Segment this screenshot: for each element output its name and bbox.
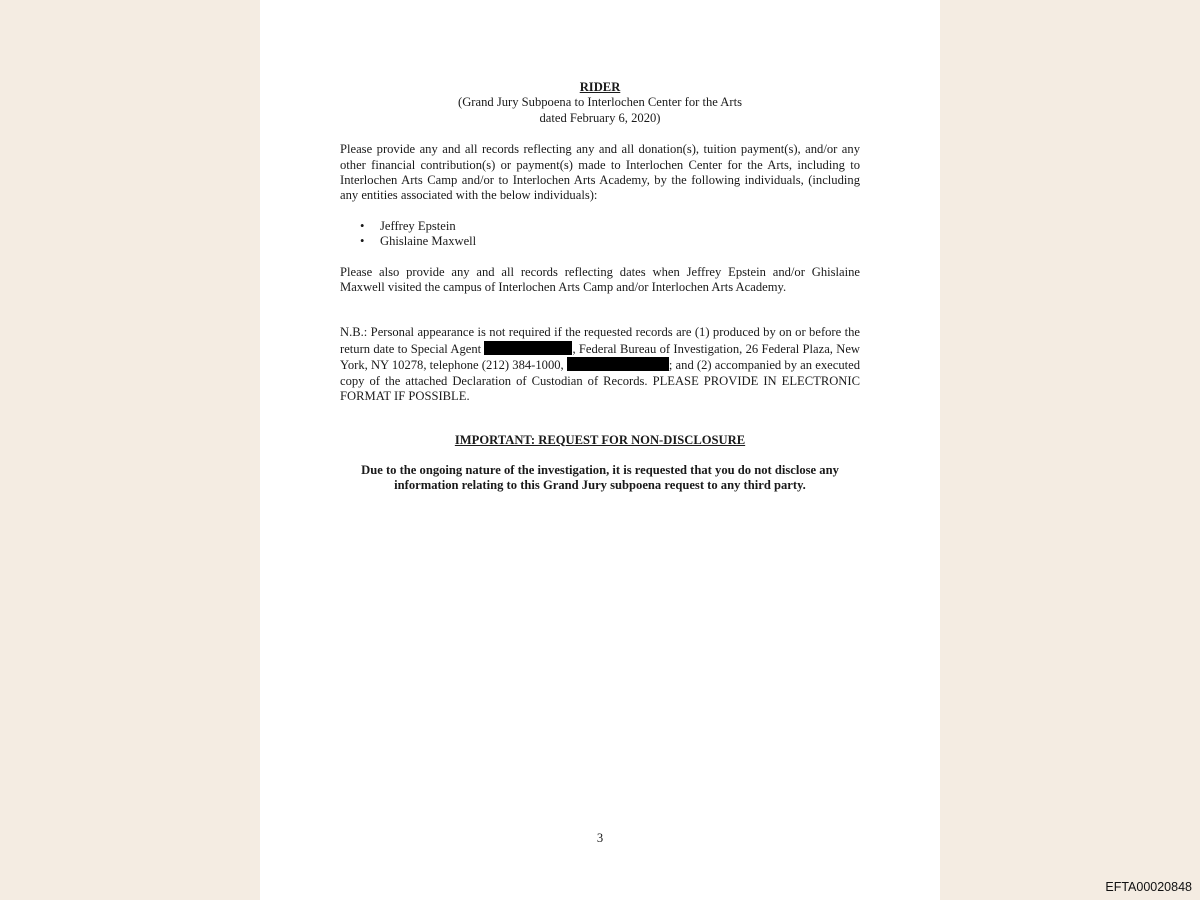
nb-text-part2: , Federal Bureau of Investigation, 26 Federal Plaza, New York, NY 10278, telephone (212) 384-1000,	[340, 341, 861, 373]
non-disclosure-body: Due to the ongoing nature of the investigation, it is requested that you do not disclose any information relating to this Grand Jury subpoena request to any third party.	[361, 462, 839, 493]
individual-name: Ghislaine Maxwell	[380, 234, 477, 249]
list-item	[360, 234, 860, 249]
document-subtitle-line2: dated February 6, 2020)	[539, 110, 661, 125]
bullet-icon: •	[360, 234, 365, 249]
nb-paragraph	[340, 325, 860, 404]
records-request-paragraph: Please provide any and all records reflecting any and all donation(s), tuition payment(s), and/or any other financial contribution(s) or payment(s) made to Interlochen Center for the Arts, including to Interlochen Arts Camp and/or to Interlochen Arts Academy, by the following individuals, (including any entities associated with the below individuals):	[340, 142, 860, 203]
document-title: RIDER	[579, 80, 621, 94]
document-body	[340, 80, 860, 494]
individuals-list	[340, 219, 860, 250]
document-page	[260, 0, 940, 900]
individual-name: Jeffrey Epstein	[380, 218, 456, 233]
page-number: 3	[596, 831, 604, 845]
document-id-stamp: EFTA00020848	[1105, 880, 1192, 894]
visit-records-paragraph: Please also provide any and all records reflecting dates when Jeffrey Epstein and/or Ghislaine Maxwell visited the campus of Interlochen Arts Camp and/or Interlochen Arts Academy.	[340, 264, 860, 295]
list-item	[360, 219, 860, 234]
bullet-icon: •	[360, 218, 365, 233]
document-subtitle-line1: (Grand Jury Subpoena to Interlochen Center for the Arts	[458, 95, 742, 110]
redaction-block-contact	[567, 357, 669, 371]
nb-text-part3: ; and (2) accompanied by an executed copy of the attached Declaration of Custodian of Records. PLEASE PROVIDE IN ELECTRONIC FORMAT IF POSSIBLE.	[340, 358, 860, 404]
nb-text-part1: N.B.: Personal appearance is not required if the requested records are (1) produced by on or before the return date to Special Agent	[340, 325, 860, 356]
redaction-block-agent-name	[484, 341, 572, 355]
non-disclosure-heading: IMPORTANT: REQUEST FOR NON-DISCLOSURE	[454, 432, 746, 447]
